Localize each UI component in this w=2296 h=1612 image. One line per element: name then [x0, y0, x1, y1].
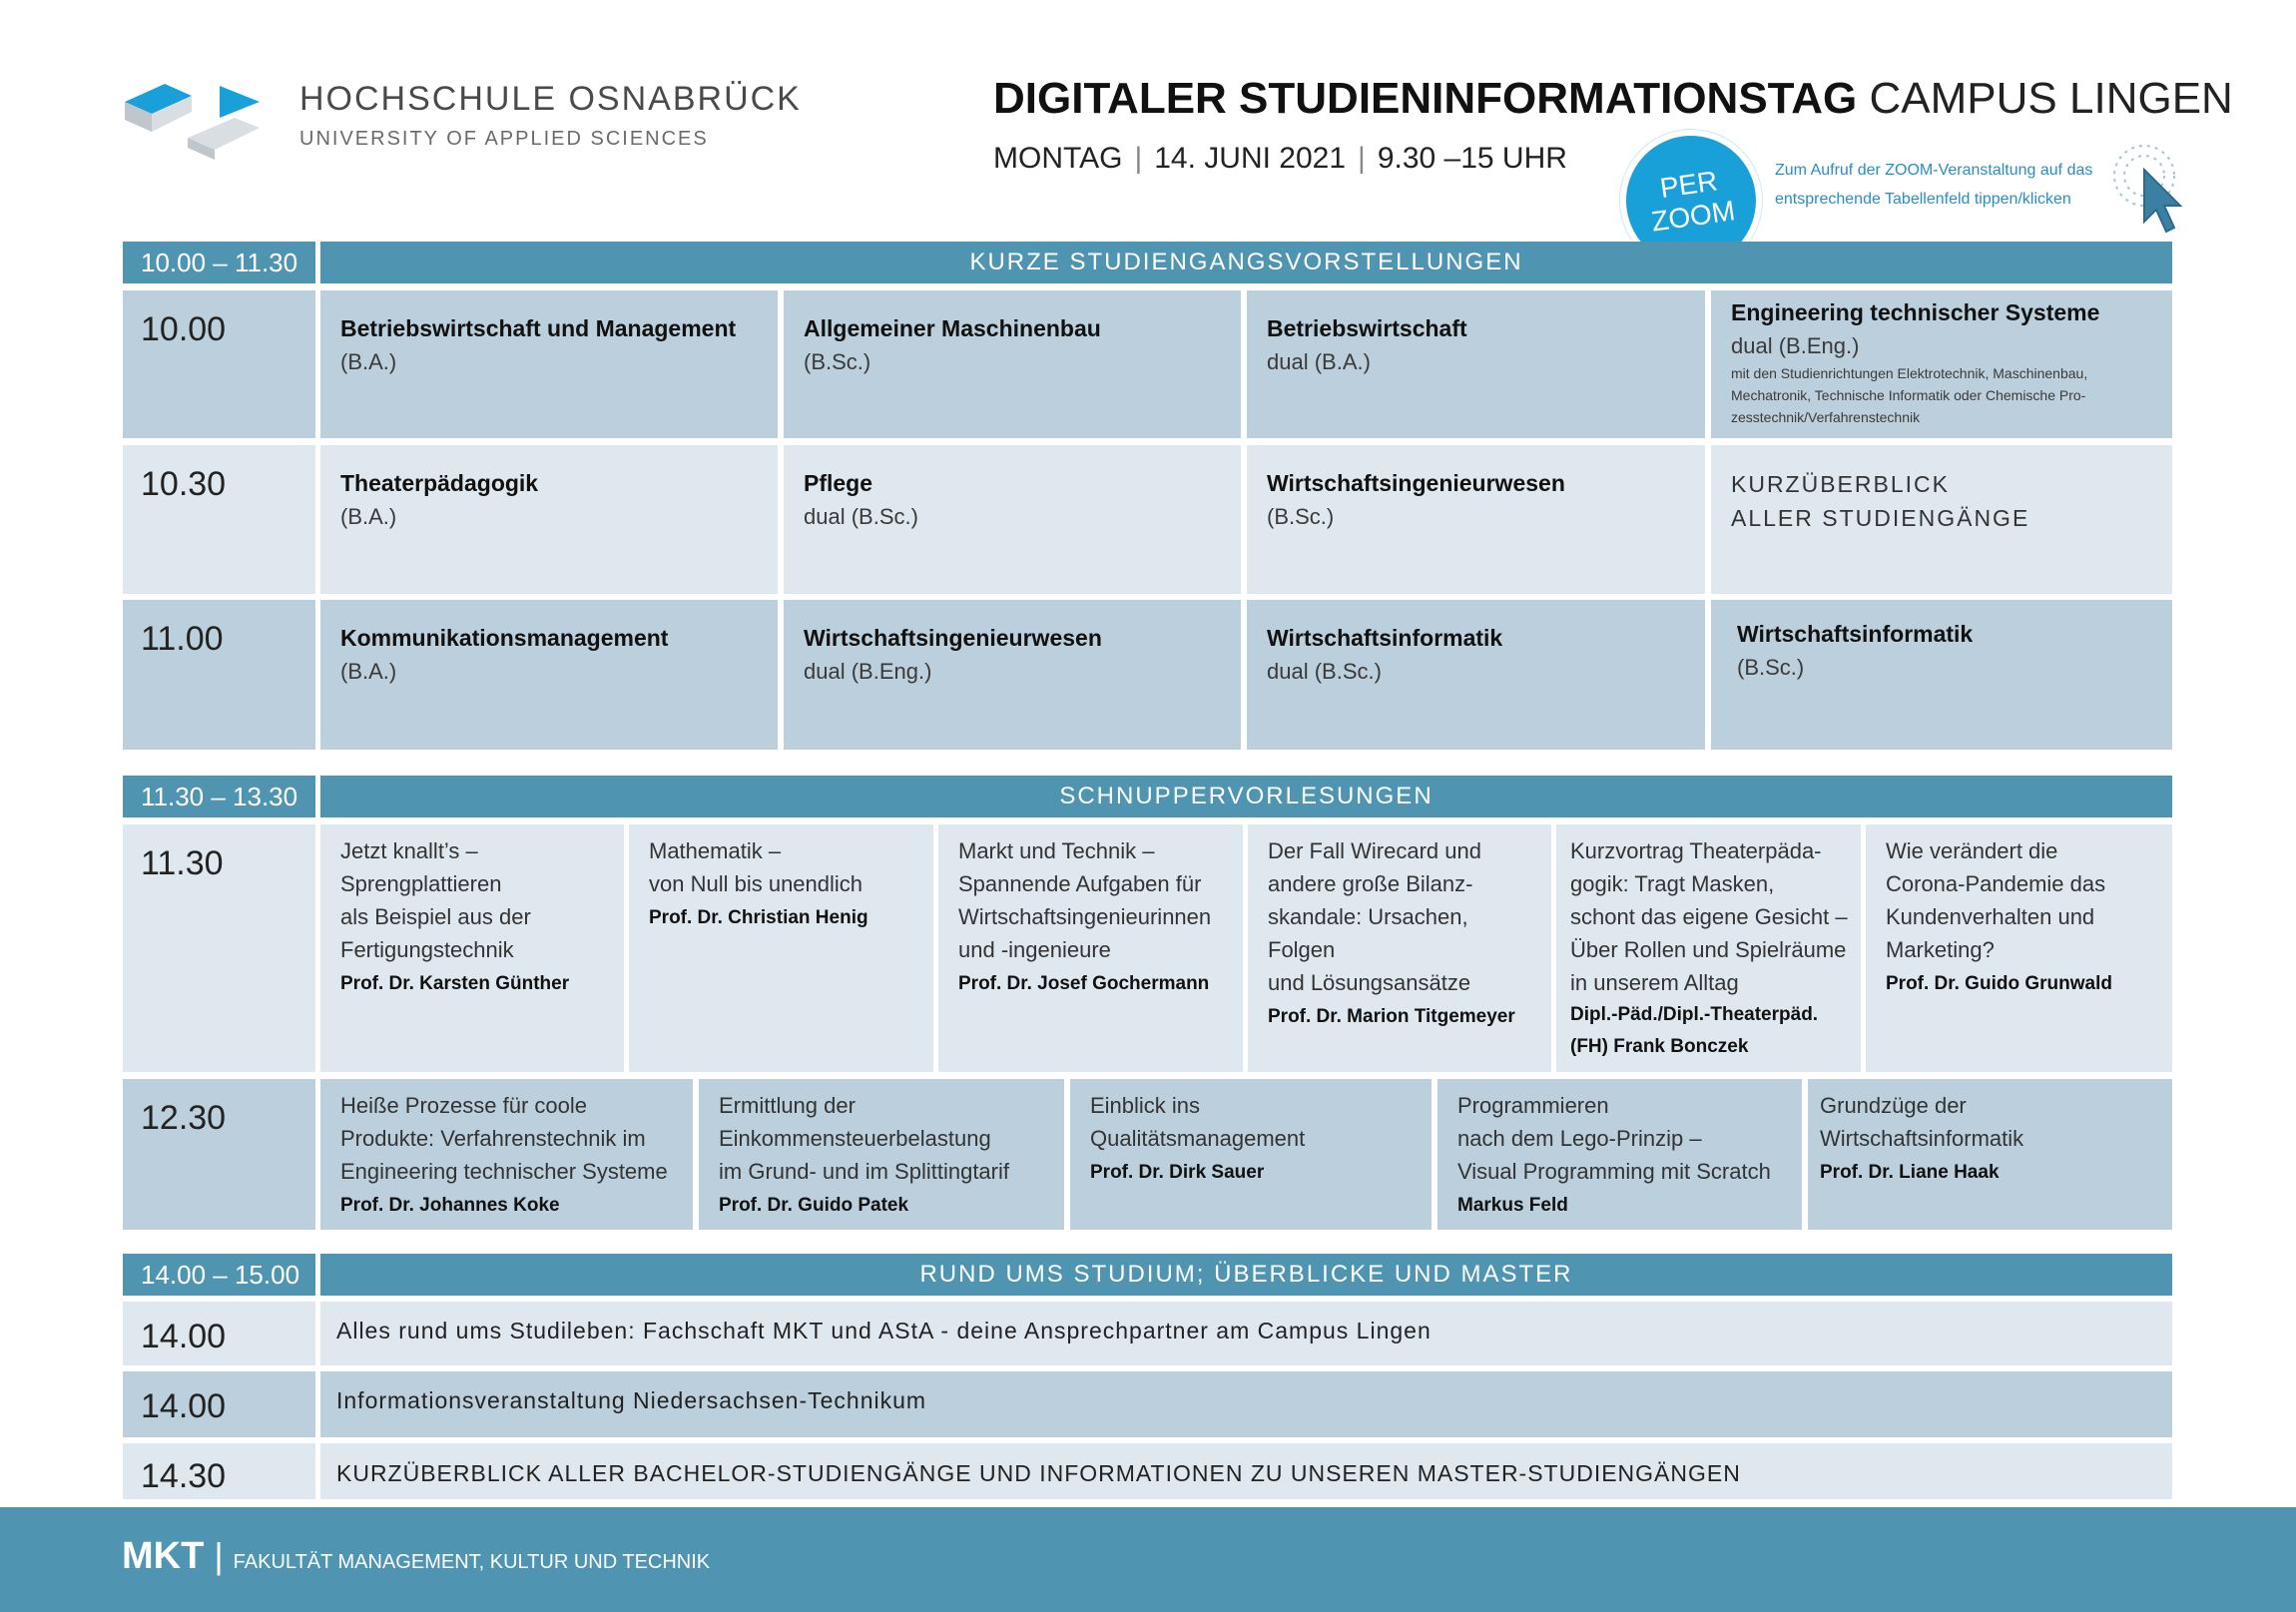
overview-line2: ALLER STUDIENGÄNGE [1731, 505, 2030, 531]
lecture-cell[interactable] [1437, 1079, 1802, 1230]
lecture-title-line: nach dem Lego-Prinzip – [1457, 1126, 1702, 1151]
program-title: Engineering technischer Systeme [1731, 299, 2100, 325]
lecturer-name: Prof. Dr. Liane Haak [1820, 1162, 2000, 1183]
program-cell[interactable] [1711, 600, 2172, 750]
event-title-bold: DIGITALER STUDIENINFORMATIONSTAG [993, 74, 1858, 123]
lecture-title-line: Spannende Aufgaben für [958, 871, 1202, 896]
program-degree: (B.Sc.) [804, 349, 871, 374]
lecture-title-line: Corona-Pandemie das [1886, 871, 2106, 896]
program-cell[interactable] [1247, 445, 1705, 594]
lecture-title-line: schont das eigene Gesicht – [1570, 904, 1848, 929]
lecture-title-line: als Beispiel aus der [340, 904, 531, 929]
program-title: Wirtschaftsinformatik [1267, 625, 1503, 651]
lecture-title-line: Mathematik – [649, 838, 782, 863]
zoom-badge-line1: PER [1658, 165, 1720, 205]
lecture-title-line: Grundzüge der [1820, 1093, 1967, 1118]
university-logo [120, 72, 270, 162]
lecture-title-line: andere große Bilanz- [1268, 871, 1473, 896]
lecture-cell[interactable] [1866, 824, 2172, 1072]
program-degree: (B.Sc.) [1737, 655, 1805, 680]
section1-title: KURZE STUDIENGANGSVORSTELLUNGEN [320, 242, 2172, 283]
lecture-title-line: skandale: Ursachen, Folgen [1268, 904, 1468, 962]
faculty-name: FAKULTÄT MANAGEMENT, KULTUR UND TECHNIK [233, 1551, 711, 1573]
program-degree: (B.A.) [340, 504, 397, 529]
event-title-location: CAMPUS LINGEN [1869, 74, 2233, 123]
time-cell: 14.00 [123, 1371, 315, 1437]
event-time: 9.30 –15 UHR [1377, 142, 1567, 175]
lecture-cell[interactable] [1248, 824, 1551, 1072]
program-title: Betriebswirtschaft [1267, 315, 1467, 341]
info-row-cell[interactable]: Informationsveranstaltung Niedersachsen-Technikum [320, 1371, 2172, 1437]
section3-time-range: 14.00 – 15.00 [123, 1254, 315, 1296]
lecture-title-line: Kurzvortrag Theaterpäda- [1570, 838, 1822, 863]
lecturer-name: Prof. Dr. Dirk Sauer [1090, 1162, 1265, 1183]
event-day: MONTAG [993, 142, 1123, 175]
time-cell: 14.30 [123, 1443, 315, 1499]
lecture-title-line: Engineering technischer Systeme [340, 1159, 668, 1184]
program-degree: (B.A.) [340, 349, 397, 374]
click-cursor-icon [2108, 140, 2188, 240]
lecture-cell[interactable] [1808, 1079, 2172, 1230]
lecture-cell[interactable] [699, 1079, 1064, 1230]
info-row-cell[interactable]: Alles rund ums Studileben: Fachschaft MKT und AStA - deine Ansprechpartner am Campus Lingen [320, 1302, 2172, 1365]
lecturer-name: Prof. Dr. Josef Gochermann [958, 973, 1210, 994]
lecture-title-line: Markt und Technik – [958, 838, 1155, 863]
lecture-title-line: Wirtschaftsinformatik [1820, 1126, 2024, 1151]
section2-title: SCHNUPPERVORLESUNGEN [320, 776, 2172, 817]
lecture-title-line: Qualitätsmanagement [1090, 1126, 1306, 1151]
lecture-cell[interactable] [938, 824, 1243, 1072]
program-cell[interactable] [320, 290, 778, 438]
time-cell: 11.00 [123, 600, 315, 750]
lecture-title-line: Wirtschaftsingenieurinnen [958, 904, 1212, 929]
time-cell: 10.00 [123, 290, 315, 438]
program-title: Pflege [804, 470, 873, 496]
event-date-line: MONTAG | 14. JUNI 2021 | 9.30 –15 UHR [993, 142, 1567, 175]
lecture-title-line: Einkommensteuerbelastung [719, 1126, 991, 1151]
lecturer-name: Prof. Dr. Johannes Koke [340, 1195, 560, 1216]
overview-cell[interactable] [1711, 445, 2172, 594]
program-cell[interactable] [784, 600, 1241, 750]
program-title: Betriebswirtschaft und Management [340, 315, 737, 341]
program-degree: (B.Sc.) [1267, 504, 1335, 529]
program-title: Wirtschaftsinformatik [1737, 621, 1974, 647]
lecture-cell[interactable] [1070, 1079, 1432, 1230]
lecturer-name: Prof. Dr. Guido Grunwald [1886, 973, 2112, 994]
footer-faculty: MKT | FAKULTÄT MANAGEMENT, KULTUR UND TECHNIK [122, 1535, 711, 1577]
lecture-cell[interactable] [320, 824, 624, 1072]
lecture-cell[interactable] [1556, 824, 1861, 1072]
lecture-title-line: und Lösungsansätze [1268, 970, 1471, 995]
lecture-title-line: gogik: Tragt Masken, [1570, 871, 1775, 896]
overview-line1: KURZÜBERBLICK [1731, 471, 1950, 497]
program-cell[interactable] [320, 600, 778, 750]
program-note: mit den Studienrichtungen Elektrotechnik, Maschinenbau, Mechatronik, Technische Informatik oder Chemische Pro-zesstechnik/Verfahrenstechnik [1731, 365, 2088, 425]
lecturer-name: Prof. Dr. Guido Patek [719, 1195, 909, 1216]
time-cell: 11.30 [123, 824, 315, 1072]
program-cell[interactable] [1711, 290, 2172, 438]
lecture-title-line: Kundenverhalten und [1886, 904, 2095, 929]
lecture-title-line: Marketing? [1886, 937, 1995, 962]
program-title: Wirtschaftsingenieurwesen [1267, 470, 1565, 496]
program-cell[interactable] [1247, 600, 1705, 750]
lecturer-name: Prof. Dr. Karsten Günther [340, 973, 570, 994]
lecture-title-line: Produkte: Verfahrenstechnik im [340, 1126, 646, 1151]
university-name: HOCHSCHULE OSNABRÜCK [299, 80, 802, 118]
time-cell: 14.00 [123, 1302, 315, 1365]
program-title: Kommunikationsmanagement [340, 625, 669, 651]
lecture-title-line: und -ingenieure [958, 937, 1111, 962]
lecture-cell[interactable] [629, 824, 933, 1072]
lecture-title-line: Der Fall Wirecard und [1268, 838, 1481, 863]
lecture-title-line: Über Rollen und Spielräume [1570, 937, 1847, 962]
lecturer-name: Prof. Dr. Marion Titgemeyer [1268, 1006, 1515, 1027]
lecturer-name: Dipl.-Päd./Dipl.-Theaterpäd. [1570, 1004, 1819, 1025]
lecture-title-line: Wie verändert die [1886, 838, 2058, 863]
lecture-title-line: Visual Programming mit Scratch [1457, 1159, 1771, 1184]
lecture-title-line: von Null bis unendlich [649, 871, 863, 896]
program-degree: dual (B.A.) [1267, 349, 1371, 374]
event-title [993, 74, 2233, 124]
program-cell[interactable] [320, 445, 778, 594]
time-cell: 12.30 [123, 1079, 315, 1230]
lecturer-name: (FH) Frank Bonczek [1570, 1036, 1749, 1057]
lecture-title-line: in unserem Alltag [1570, 970, 1739, 995]
program-cell[interactable] [784, 445, 1241, 594]
lecture-title-line: Fertigungstechnik [340, 937, 514, 962]
program-degree: (B.A.) [340, 659, 397, 684]
program-title: Theaterpädagogik [340, 470, 539, 496]
lecture-title-line: Jetzt knallt’s – [340, 838, 478, 863]
program-degree: dual (B.Eng.) [1731, 333, 1860, 358]
program-degree: dual (B.Eng.) [804, 659, 932, 684]
program-title: Wirtschaftsingenieurwesen [804, 625, 1102, 651]
time-cell: 10.30 [123, 445, 315, 594]
lecture-title-line: Einblick ins [1090, 1093, 1201, 1118]
program-cell[interactable] [1247, 290, 1705, 438]
section2-time-range: 11.30 – 13.30 [123, 776, 315, 817]
lecture-title-line: Heiße Prozesse für coole [340, 1093, 587, 1118]
event-date: 14. JUNI 2021 [1154, 142, 1347, 175]
lecture-title-line: im Grund- und im Splittingtarif [719, 1159, 1009, 1184]
zoom-hint: Zum Aufruf der ZOOM-Veranstaltung auf das entsprechende Tabellenfeld tippen/klicken [1775, 162, 2093, 208]
zoom-badge-line2: ZOOM [1649, 195, 1737, 238]
section1-time-range: 10.00 – 11.30 [123, 242, 315, 283]
lecturer-name: Markus Feld [1457, 1195, 1568, 1216]
program-degree: dual (B.Sc.) [804, 504, 918, 529]
info-row-cell[interactable]: KURZÜBERBLICK ALLER BACHELOR-STUDIENGÄNGE UND INFORMATIONEN ZU UNSEREN MASTER-STUDIENGÄNGEN [320, 1443, 2172, 1499]
program-degree: dual (B.Sc.) [1267, 659, 1382, 684]
program-cell[interactable] [784, 290, 1241, 438]
lecture-title-line: Sprengplattieren [340, 871, 502, 896]
university-subtitle: UNIVERSITY OF APPLIED SCIENCES [299, 128, 709, 150]
lecturer-name: Prof. Dr. Christian Henig [649, 907, 868, 928]
lecture-title-line: Programmieren [1457, 1093, 1609, 1118]
program-title: Allgemeiner Maschinenbau [804, 315, 1101, 341]
lecture-cell[interactable] [320, 1079, 693, 1230]
lecture-title-line: Ermittlung der [719, 1093, 856, 1118]
faculty-abbreviation: MKT [122, 1535, 205, 1577]
section3-title: RUND UMS STUDIUM; ÜBERBLICKE UND MASTER [320, 1254, 2172, 1296]
